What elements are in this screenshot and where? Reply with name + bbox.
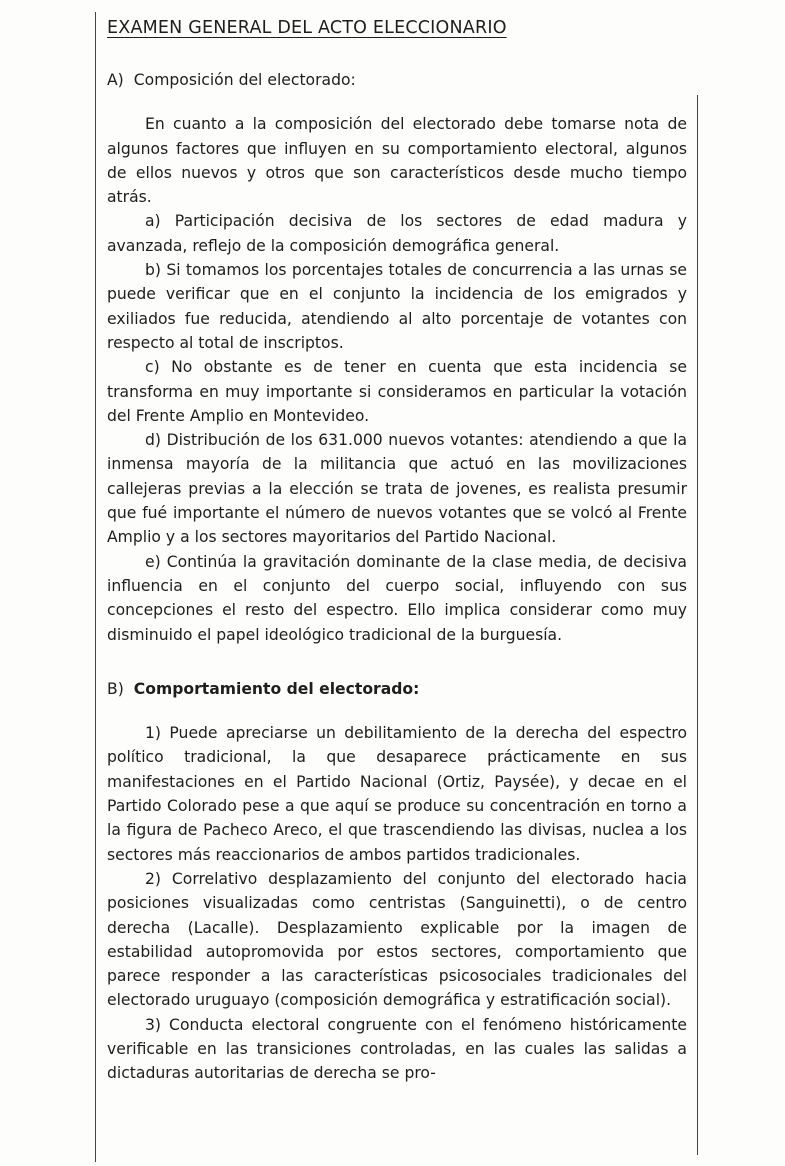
right-margin-rule bbox=[697, 95, 698, 1155]
section-b-item-2: 2) Correlativo desplazamiento del conjunto del electorado hacia posiciones visualizadas como centristas (Sanguinetti), o de centro derecha (Lacalle). Desplazamiento explicable por la imagen de estabilidad autopromovida por estos sectores, comportamiento que parece responder a las características psicosociales tradicionales del electorado uruguayo (composición demográfica y estratificación social). bbox=[107, 869, 687, 1010]
section-a-item-a: a) Participación decisiva de los sectores de edad madura y avanzada, reflejo de la composición demográfica general. bbox=[107, 212, 687, 255]
section-a-letter: A) bbox=[107, 71, 124, 89]
section-a-item-b: b) Si tomamos los porcentajes totales de concurrencia a las urnas se puede verificar que en el conjunto la incidencia de los emigrados y exiliados fue reducida, atendiendo al alto porcentaje de votantes con respecto al total de inscriptos. bbox=[107, 261, 687, 352]
section-b-heading-text: Comportamiento del electorado: bbox=[133, 679, 420, 698]
document-page bbox=[107, 14, 687, 1086]
section-a-item-e: e) Continúa la gravitación dominante de la clase media, de decisiva influencia en el conjunto del cuerpo social, influyendo con sus concepciones el resto del espectro. Ello implica considerar como muy disminuido el papel ideológico tradicional de la burguesía. bbox=[107, 552, 687, 644]
section-b-item-1: 1) Puede apreciarse un debilitamiento de la derecha del espectro político tradicional, la que desaparece prácticamente en sus manifestaciones en el Partido Nacional (Ortiz, Paysée), y decae en el Partido Colorado pese a que aquí se produce su concentración en torno a la figura de Pacheco Areco, el que trascendiendo las divisas, nuclea a los sectores más reaccionarios de ambos partidos tradicionales. bbox=[107, 724, 687, 864]
section-a-item-d: d) Distribución de los 631.000 nuevos votantes: atendiendo a que la inmensa mayoría de la militancia que actuó en las movilizaciones callejeras previas a la elección se trata de jovenes, es realista presumir que fué importante el número de nuevos votantes que se volcó al Frente Amplio y a los sectores mayoritarios del Partido Nacional. bbox=[107, 431, 687, 547]
left-margin-rule bbox=[95, 12, 96, 1162]
section-b-letter: B) bbox=[107, 679, 124, 698]
section-a-intro: En cuanto a la composición del electorado debe tomarse nota de algunos factores que influyen en su comportamiento electoral, algunos de ellos nuevos y otros que son característicos desde mucho tiempo atrás. bbox=[107, 115, 687, 207]
section-b-item-3: 3) Conducta electoral congruente con el fenómeno históricamente verificable en las transiciones controladas, en las cuales las salidas a dictaduras autoritarias de derecha se pro- bbox=[107, 1015, 687, 1083]
section-a-heading-text: Composición del electorado: bbox=[133, 71, 356, 89]
document-title: EXAMEN GENERAL DEL ACTO ELECCIONARIO bbox=[107, 18, 507, 38]
section-a-heading bbox=[107, 68, 687, 92]
section-a-item-c: c) No obstante es de tener en cuenta que esta incidencia se transforma en muy importante si consideramos en particular la votación del Frente Amplio en Montevideo. bbox=[107, 358, 687, 425]
section-b-heading bbox=[107, 677, 687, 701]
